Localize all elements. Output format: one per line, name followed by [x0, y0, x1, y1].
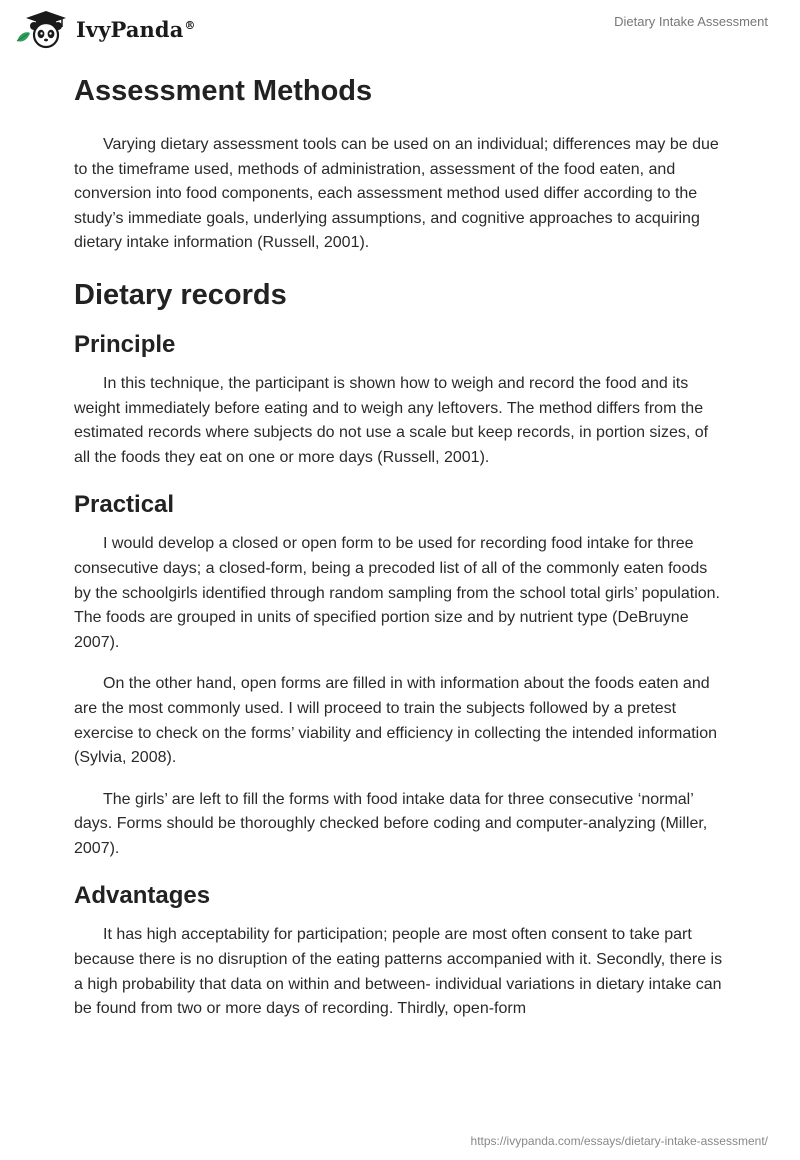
- heading-assessment-methods: Assessment Methods: [74, 75, 373, 107]
- ivypanda-logo[interactable]: [14, 9, 196, 49]
- article-body: [74, 70, 726, 1039]
- brand-name: IvyPanda®: [76, 16, 196, 42]
- heading-principle: Principle: [74, 330, 176, 358]
- page-header: [0, 0, 800, 64]
- paragraph-practical-2: On the other hand, open forms are filled in with information about the foods eaten and are the most commonly used. I will proceed to train the subjects followed by a pretest exercise to check on the forms’ viability and efficiency in collecting the intended information (Sylvia, 2008).: [74, 675, 718, 767]
- paragraph-practical-1: I would develop a closed or open form to be used for recording food intake for three consecutive days; a closed-form, being a precoded list of all of the commonly eaten foods by the schoolgirls identified through random sampling from the school total girls’ population. The foods are grouped in units of specified portion size and by nutrient type (DeBruyne 2007).: [74, 535, 720, 651]
- paragraph-principle: In this technique, the participant is shown how to weigh and record the food and its weight immediately before eating and to weigh any leftovers. The method differs from the estimated records where subjects do not use a scale but keep records, in portion sizes, of all the foods they eat on one or more days (Russell, 2001).: [74, 374, 709, 466]
- paragraph-advantages: It has high acceptability for participation; people are most often consent to take part because there is no disruption of the eating patterns accompanied with it. Secondly, there is a high probability that data on within and between- individual variations in dietary intake can be found from two or more days of recording. Thirdly, open-form: [74, 926, 723, 1018]
- source-url[interactable]: https://ivypanda.com/essays/dietary-intake-assessment/: [470, 1134, 768, 1148]
- heading-practical: Practical: [74, 491, 175, 519]
- heading-advantages: Advantages: [74, 882, 211, 910]
- panda-logo-icon: [14, 9, 70, 49]
- document-title: Dietary Intake Assessment: [614, 14, 768, 29]
- paragraph-practical-3: The girls’ are left to fill the forms with food intake data for three consecutive ‘normal’ days. Forms should be thoroughly checked before coding and computer-analyzing (Miller, 2007).: [74, 790, 708, 857]
- registered-mark: ®: [184, 18, 196, 32]
- heading-dietary-records: Dietary records: [74, 278, 287, 311]
- paragraph-assessment-methods: Varying dietary assessment tools can be used on an individual; differences may be due to the timeframe used, methods of administration, assessment of the food eaten, and conversion into food components, each assessment method used differ according to the study’s immediate goals, underlying assumptions, and cognitive approaches to acquiring dietary intake information (Russell, 2001).: [74, 136, 719, 252]
